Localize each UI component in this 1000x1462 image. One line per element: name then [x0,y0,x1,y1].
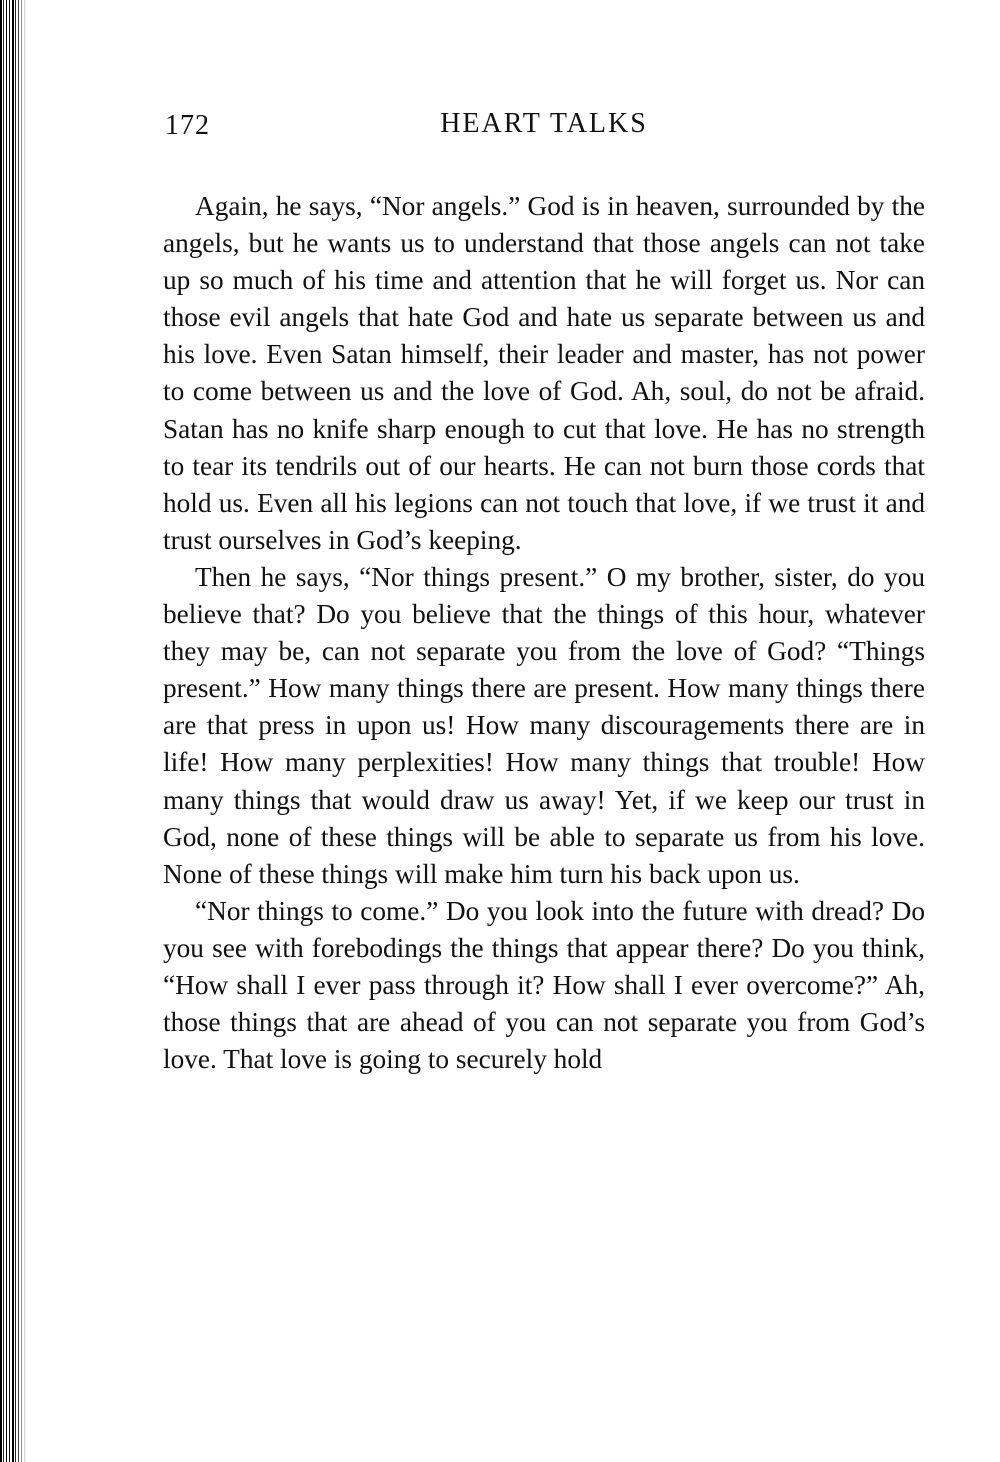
page-number: 172 [165,110,210,141]
paragraph-things-present: Then he says, “Nor things present.” O my brother, sister, do you believe that? Do you believe that the things of this hour, whatever they may be, can not separate you from the love of God? “Things present.” How many things there are present. How many things there are that press in upon us! How many discouragements there are in life! How many perplexities! How many things that trouble! How many things that would draw us away! Yet, if we keep our trust in God, none of these things will be able to separate us from his love. None of these things will make him turn his back upon us. [163,561,925,889]
paragraph-angels: Again, he says, “Nor angels.” God is in heaven, surrounded by the angels, but he wants us to understand that those angels can not take up so much of his time and attention that he will forget us. Nor can those evil angels that hate God and hate us separate between us and his love. Even Satan himself, their leader and master, has not power to come between us and the love of God. Ah, soul, do not be afraid. Satan has no knife sharp enough to cut that love. He has no strength to tear its tendrils out of our hearts. He can not burn those cords that hold us. Even all his legions can not touch that love, if we trust it and trust ourselves in God’s keeping. [163,191,925,555]
paragraph-things-to-come: “Nor things to come.” Do you look into the future with dread? Do you see with forebodings the things that appear there? Do you think, “How shall I ever pass through it? How shall I ever overcome?” Ah, those things that are ahead of you can not separate you from God’s love. That love is going to securely hold [163,895,925,1075]
book-title: HEART TALKS [440,108,648,139]
running-head [163,104,925,148]
book-page [163,104,925,1078]
text-body [163,188,925,1078]
binding-edge [0,0,26,1462]
